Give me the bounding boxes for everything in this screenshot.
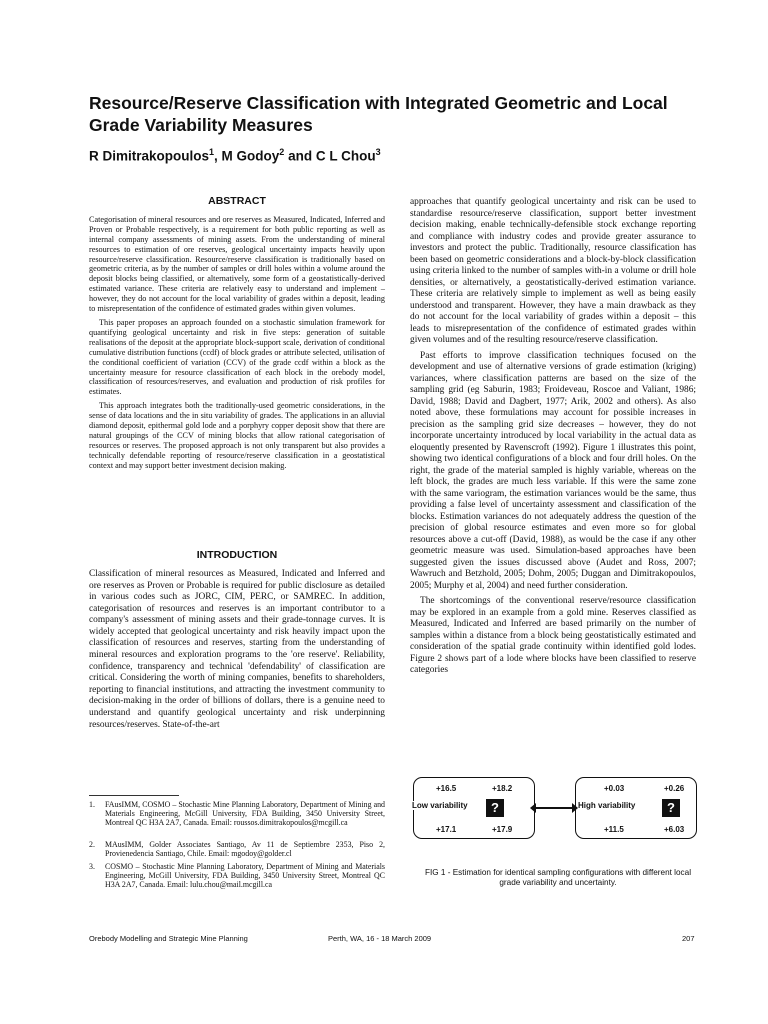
grade-value: +16.5 [436,784,457,793]
variability-label: High variability [578,801,636,810]
author-list [89,147,381,164]
footnote-rule [89,795,179,796]
double-arrow-icon [535,807,573,809]
grade-value: +17.1 [436,825,457,834]
author-affiliation-mark: 3 [375,147,381,157]
page-number: 207 [682,934,695,943]
footer-location-date: Perth, WA, 16 - 18 March 2009 [328,934,432,943]
author-name: M Godoy [221,148,280,164]
grade-value: +0.26 [664,784,685,793]
footnote-number: 1. [89,800,95,809]
footnote [89,862,385,890]
author-affiliation-mark: 1 [209,147,215,157]
right-column-text [410,197,696,681]
paper-title: Resource/Reserve Classification with Integrated Geometric and Local Grade Variability Measures [89,93,668,135]
figure-caption: FIG 1 - Estimation for identical sampling configurations with different local grade variability and uncertainty. [424,868,692,887]
footnote-number: 3. [89,862,95,871]
footnote [89,840,385,858]
author-affiliation-mark: 2 [279,147,285,157]
footnote-number: 2. [89,840,95,849]
footer-conference: Orebody Modelling and Strategic Mine Planning [89,934,248,943]
author-separator: , [214,148,222,164]
body-paragraph: approaches that quantify geological uncertainty and risk can be used to standardise resource/reserve classification, support better investment decision making, enable technically-defensible stock exchange reporting and compliance with industry codes and provide greater assurance to investors and protect the public. Traditionally, resource classification has been based on geometric considerations and a block-by-block classification using criteria linked to the number of samples with-in a volume or drill hole densities, or alternatively, a geostatistically-derived estimation variance. These criteria are relatively simple to implement as well as being easily understood and transparent. However, they have a main drawback as they do not account for the local variability of grades within a deposit – this leads to misrepresentation of the confidence of estimated grades within given volumes and of the resulting resource/reserve classification. [410,197,696,345]
high-variability-block [575,777,697,839]
introduction-section [89,551,385,735]
figure-1 [405,777,695,839]
grade-value: +6.03 [664,825,685,834]
abstract-heading: ABSTRACT [208,195,266,207]
variability-label: Low variability [412,801,468,810]
grade-value: +11.5 [604,825,624,834]
grade-value: +17.9 [492,825,513,834]
grade-value: +0.03 [604,784,625,793]
introduction-paragraph: Classification of mineral resources as Measured, Indicated and Inferred and ore reserves as Proven or Probable is required for public disclosure as detailed in various codes such as JORC, CIM, PERC, or SAMREC. In addition, categorisation of resources and reserves is an important contributor to a company's assessment of mining assets and their grade-tonnage curves. It is widely accepted that geological uncertainty and risk heavily impact upon the classification of resources and reserves, starting from the understanding of mineral resources and exploration programs to the 'ore reserve'. Reliability, confidence, transparency and technical 'defendability' of classification are critical. Considering the worth of mining companies, benefits to shareholders, reporting to financial institutions, and attracting the investment community to decision-making in the order of billions of dollars, there is a genuine need to understand and quantify geological uncertainty and risk underpinning resources/reserves. State-of-the-art [89,568,385,730]
abstract-section [89,197,385,475]
question-mark-icon: ? [486,799,504,817]
question-mark-icon: ? [662,799,680,817]
footnote-text: FAusIMM, COSMO – Stochastic Mine Planning Laboratory, Department of Mining and Materials Engineering, McGill University, FDA Building, 3450 University Street, Montreal QC H3A 2A7, Canada. Email: roussos.dimitrakopoulos@mcgill.ca [105,800,385,828]
author-name: C L Chou [315,148,376,164]
low-variability-block [413,777,535,839]
introduction-heading: INTRODUCTION [196,549,278,561]
footnote-text: MAusIMM, Golder Associates Santiago, Av 11 de Septiembre 2353, Piso 2, Provienedencia Santiago, Chile. Email: mgodoy@golder.cl [105,840,385,859]
abstract-paragraph: Categorisation of mineral resources and ore reserves as Measured, Indicated, Inferred and Proven or Probable respectively, is a requirement for both public reporting as well as internal company assessments of mining assets. From the understanding of mineral resources to estimation of ore reserves, geological uncertainty impacts heavily upon resource/reserve classification. Resource/reserve classification is traditionally based on geometric criteria, as by the number of samples or drill holes within a volume around the deposit blocks being classified, or alternatively, some form of a geostatistically-derived estimated variance. These criteria are relatively easy to understand and implement – however, they do not account for the local variability of grades within a deposit, leading to misrepresentation of the confidence of estimated grades within given volumes. [89,214,385,314]
footnote-text: COSMO – Stochastic Mine Planning Laboratory, Department of Mining and Materials Engineering, McGill University, FDA Building, 3450 University Street, Montreal QC H3A 2A7, Canada. Email: lulu.chou@mail.mcgill.ca [105,862,385,890]
footnote [89,800,385,828]
abstract-paragraph: This approach integrates both the traditionally-used geometric considerations, in the sense of data locations and the in situ variability of grades. The applications in an alluvial diamond deposit, epithermal gold lode and a porphyry copper deposit show that there are natural groupings of the CCV of mining blocks that allow rational categorisation of resources or reserves. The proposed approach is not only transparent but also provides a technically defendable reporting of resource/reserve classification in a geostatistical context and may support better investment decision making. [89,401,385,470]
author-separator: and [284,148,316,164]
body-paragraph: The shortcomings of the conventional reserve/resource classification may be explored in an example from a gold mine. Reserves classified as Measured, Indicated and Inferred are based primarily on the number of samples within a distance from a block being geostatistically estimated and consideration of the spatial grade continuity within identified gold lodes. Figure 2 shows part of a lode where blocks have been classified to reserve categories [410,596,696,675]
body-paragraph: Past efforts to improve classification techniques focused on the development and use of alternative versions of grade estimation (kriging) variances, where classification patterns are based on the size of the sampling grid (eg Saburin, 1983; Froideveau, Roscoe and Valiant, 1986; David, 1988; David and Dagbert, 1977; Arik, 2002 and others). As also noted above, these formulations may account for possible increases in precision as the sampling grid size decreases – however, they do not incorporate uncertainty introduced by local variability in the actual data as eloquently presented by Ravenscroft (1992). Figure 1 illustrates this point, showing two identical configurations of a block and four drill holes. On the right, the grade of the material sampled is highly variable, whereas on the left block, the grades are much less variable. If this were the same zone with the same variogram, the estimation variances would be the same, thus providing a false level of uncertainty assessment and classification of the blocks. Estimation variances do not adequately address the question of the precision of global resource estimates and even more so for global resources above a cut-off (David, 1988), as would be the case if any other geometric measure was used. Simulation-based approaches have been suggested given the issues discussed above (Audet and Ross, 2007; Wawruch and Betzhold, 2005; Dohm, 2005; Duggan and Dimitrakopoulos, 2005; Murphy et al, 2004) and need further consideration. [410,350,696,591]
abstract-paragraph: This paper proposes an approach founded on a stochastic simulation framework for quantifying geological uncertainty and risk in five steps: generation of suitable realisations of the deposit at the appropriate block-support scale, derivation of conditional cumulative distribution functions (ccdf) of block grades or attribute selected, utilisation of the conditional coefficient of variation (CCV) of the grade ccdf within a block as the uncertainty measure for resource classification of each block in the orebody model, classification of resources/reserves, and evaluation and production of risk profiles for estimates. [89,317,385,397]
grade-value: +18.2 [492,784,513,793]
author-name: R Dimitrakopoulos [89,148,210,164]
